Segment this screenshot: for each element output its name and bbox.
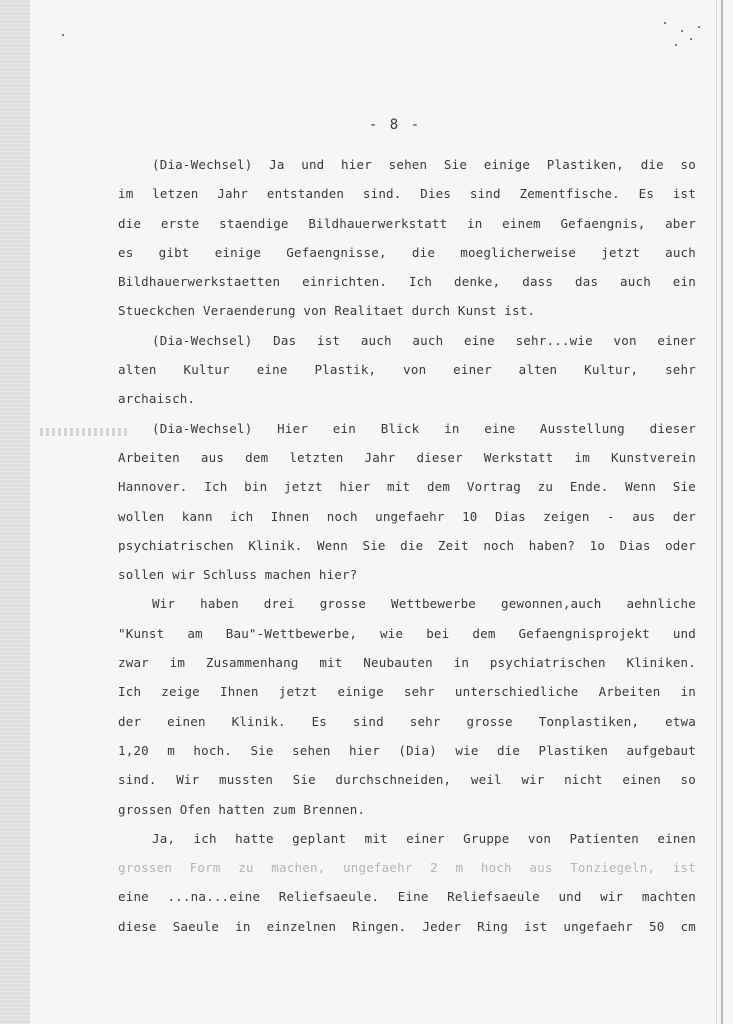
scan-left-edge [0, 0, 30, 1024]
text-line: Ja, ich hatte geplant mit einer Gruppe von Patienten einen [152, 830, 696, 846]
text-line: 1,20 m hoch. Sie sehen hier (Dia) wie die Plastiken aufgebaut [118, 742, 696, 758]
text-line: es gibt einige Gefaengnisse, die moeglicherweise jetzt auch [118, 244, 696, 260]
scan-speck [698, 26, 700, 28]
scan-speck [675, 44, 677, 46]
text-line: Hannover. Ich bin jetzt hier mit dem Vortrag zu Ende. Wenn Sie [118, 479, 696, 495]
text-line: die erste staendige Bildhauerwerkstatt in einem Gefaengnis, aber [118, 215, 696, 231]
text-line: Bildhauerwerkstaetten einrichten. Ich denke, dass das auch ein [118, 274, 696, 290]
text-line: (Dia-Wechsel) Das ist auch auch eine sehr...wie von einer [152, 332, 696, 348]
text-line: psychiatrischen Klinik. Wenn Sie die Zeit noch haben? 1o Dias oder [118, 537, 696, 553]
text-line: sollen wir Schluss machen hier? [118, 567, 358, 583]
text-line: alten Kultur eine Plastik, von einer alten Kultur, sehr [118, 362, 696, 378]
scan-speck [681, 30, 683, 32]
text-line: wollen kann ich Ihnen noch ungefaehr 10 Dias zeigen - aus der [118, 508, 696, 524]
page-number: - 8 - [368, 117, 422, 133]
text-line: im letzen Jahr entstanden sind. Dies sind Zementfische. Es ist [118, 186, 696, 202]
text-line: "Kunst am Bau"-Wettbewerbe, wie bei dem Gefaengnisprojekt und [118, 625, 696, 641]
body-text [118, 150, 696, 941]
scan-smudge [40, 428, 130, 436]
scan-right-edge-inner [716, 0, 717, 1024]
text-line: zwar im Zusammenhang mit Neubauten in psychiatrischen Kliniken. [118, 655, 696, 671]
text-line: Ich zeige Ihnen jetzt einige sehr unterschiedliche Arbeiten in [118, 684, 696, 700]
text-line: grossen Ofen hatten zum Brennen. [118, 801, 366, 817]
scan-speck [664, 22, 666, 24]
scan-speck [690, 38, 692, 40]
text-line: diese Saeule in einzelnen Ringen. Jeder Ring ist ungefaehr 50 cm [118, 918, 696, 934]
text-line: eine ...na...eine Reliefsaeule. Eine Reliefsaeule und wir machten [118, 889, 696, 905]
text-line: der einen Klinik. Es sind sehr grosse Tonplastiken, etwa [118, 713, 696, 729]
scan-right-edge [721, 0, 723, 1024]
text-line: (Dia-Wechsel) Hier ein Blick in eine Ausstellung dieser [152, 420, 696, 436]
text-line: (Dia-Wechsel) Ja und hier sehen Sie einige Plastiken, die so [152, 157, 696, 172]
text-line: Arbeiten aus dem letzten Jahr dieser Werkstatt im Kunstverein [118, 449, 696, 465]
text-line: Wir haben drei grosse Wettbewerbe gewonnen,auch aehnliche [152, 596, 696, 612]
text-line: sind. Wir mussten Sie durchschneiden, weil wir nicht einen so [118, 772, 696, 788]
text-line: Stueckchen Veraenderung von Realitaet durch Kunst ist. [118, 303, 536, 319]
scan-speck [62, 34, 64, 36]
text-line: grossen Form zu machen, ungefaehr 2 m hoch aus Tonziegeln, ist [118, 860, 696, 876]
text-line: archaisch. [118, 391, 196, 407]
